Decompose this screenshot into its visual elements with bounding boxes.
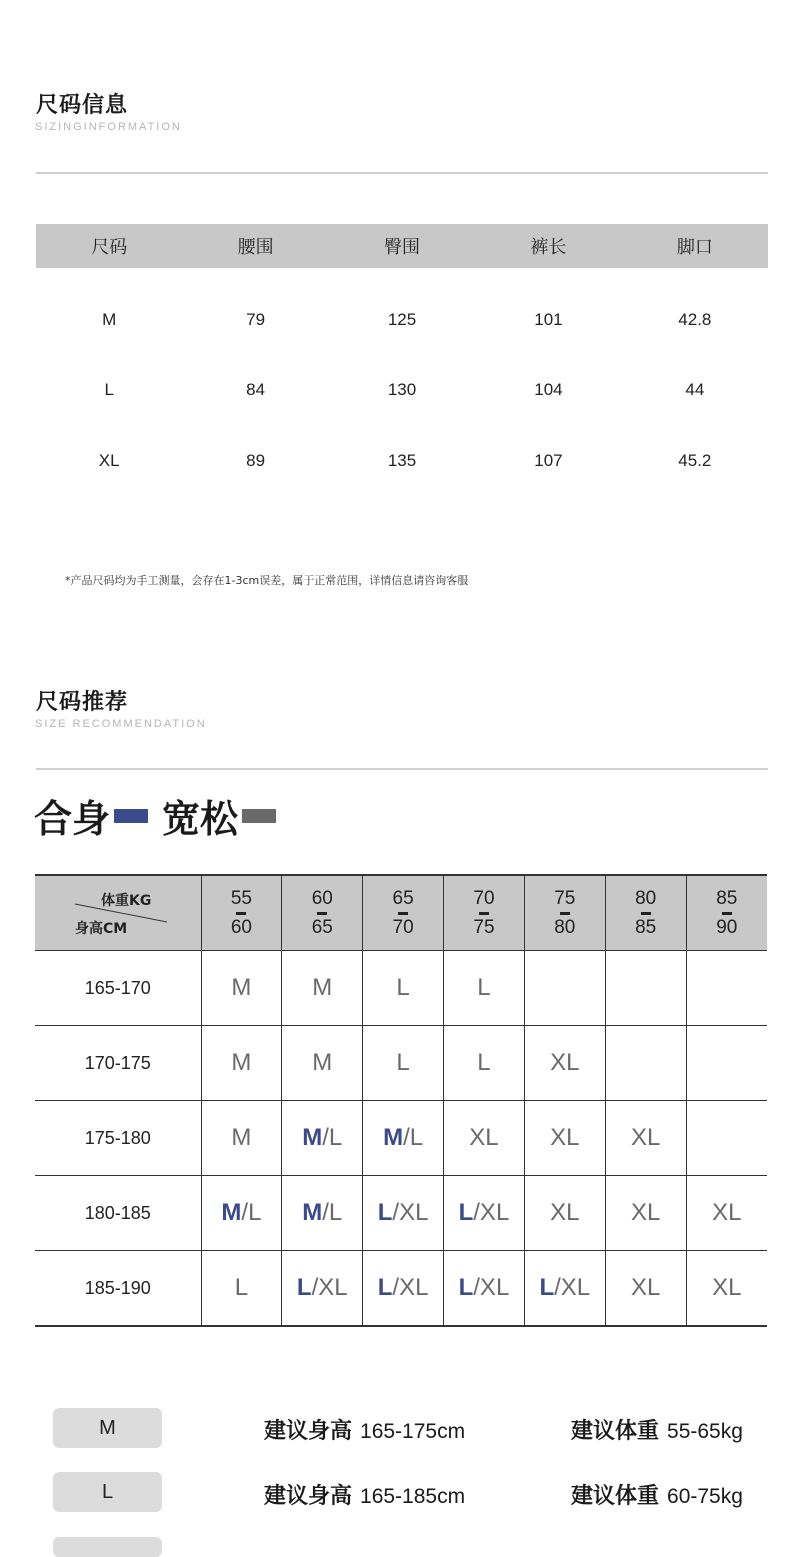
cell: 125	[387, 310, 417, 329]
size-text: /L	[241, 1199, 262, 1226]
size-cell	[363, 1251, 444, 1327]
size-text: /XL	[473, 1199, 510, 1226]
size-cell	[444, 1251, 525, 1327]
fit-label: 合身	[34, 797, 111, 841]
cell: 84	[246, 380, 266, 399]
size-text: L	[234, 1274, 249, 1301]
recommend-title: 尺码推荐	[36, 690, 129, 715]
value: 165-175cm	[360, 1420, 466, 1443]
divider	[36, 768, 768, 770]
header-length: 裤长	[530, 237, 567, 258]
weight-to: 70	[392, 916, 414, 938]
corner-weight-label: 体重KG	[101, 893, 152, 909]
size-cell	[201, 1026, 282, 1101]
weight-range-header	[605, 875, 686, 951]
header-hem: 脚口	[676, 237, 713, 258]
cell: 79	[246, 310, 266, 329]
corner-cell	[35, 875, 201, 951]
size-text: /L	[322, 1124, 343, 1151]
size-cell	[444, 951, 525, 1026]
weight-range-header	[363, 875, 444, 951]
weight-range-header	[201, 875, 282, 951]
size-cell	[201, 1251, 282, 1327]
cell: 42.8	[678, 310, 712, 329]
cell: 89	[246, 451, 266, 470]
weight-from: 65	[392, 887, 414, 909]
size-cell	[282, 1176, 363, 1251]
size-text: L	[396, 1049, 410, 1076]
size-cell	[686, 1176, 767, 1251]
fit-size: L	[377, 1274, 393, 1301]
suggest-height-l	[264, 1479, 465, 1510]
fit-size: M	[221, 1199, 242, 1226]
weight-to: 65	[311, 916, 333, 938]
size-text: M	[231, 974, 252, 1001]
size-cell	[686, 1101, 767, 1176]
range-dash	[317, 912, 327, 915]
size-cell	[363, 1026, 444, 1101]
size-cell	[524, 1101, 605, 1176]
fit-legend	[34, 788, 286, 843]
size-text: XL	[550, 1049, 580, 1076]
size-cell	[605, 1251, 686, 1327]
header-hip: 臀围	[384, 237, 421, 258]
size-text: XL	[630, 1274, 661, 1301]
suggest-weight-m	[571, 1414, 743, 1445]
weight-from: 85	[716, 887, 738, 909]
value: 165-185cm	[360, 1485, 466, 1508]
recommend-grid	[35, 874, 767, 1327]
size-text: /L	[403, 1124, 424, 1151]
cell: 45.2	[678, 451, 712, 470]
size-cell	[363, 1101, 444, 1176]
weight-to: 80	[554, 916, 576, 938]
fit-size: M	[383, 1124, 404, 1151]
size-text: M	[312, 1049, 333, 1076]
fit-size: L	[296, 1274, 312, 1301]
fit-swatch	[114, 809, 148, 823]
range-dash	[398, 912, 408, 915]
weight-from: 70	[473, 887, 495, 909]
header-waist: 腰围	[237, 237, 274, 258]
size-text: XL	[550, 1199, 580, 1226]
weight-range-header	[686, 875, 767, 951]
size-cell	[605, 1101, 686, 1176]
size-cell	[363, 951, 444, 1026]
size-text: L	[477, 1049, 491, 1076]
value: 60-75kg	[667, 1485, 743, 1508]
range-dash	[641, 912, 651, 915]
cell: 44	[685, 380, 705, 399]
size-text: XL	[712, 1199, 742, 1226]
label: 建议体重	[571, 1419, 660, 1444]
size-text: XL	[469, 1124, 499, 1151]
weight-to: 75	[473, 916, 495, 938]
size-cell	[686, 1026, 767, 1101]
size-badge-l: L	[53, 1472, 162, 1512]
range-dash	[479, 912, 489, 915]
size-cell	[282, 1251, 363, 1327]
size-text: /XL	[311, 1274, 348, 1301]
table-row	[36, 370, 768, 410]
size-table-header	[36, 224, 768, 268]
height-range-cell: 165-170	[35, 951, 201, 1026]
cell: XL	[98, 451, 120, 470]
size-cell	[201, 1101, 282, 1176]
weight-to: 90	[716, 916, 738, 938]
cell: 104	[534, 380, 563, 399]
table-row	[35, 951, 767, 1026]
suggest-height-m	[264, 1414, 465, 1445]
size-cell	[282, 1026, 363, 1101]
measurement-note: *产品尺码均为手工测量，会存在1-3cm误差，属于正常范围，详情信息请咨询客服	[65, 574, 469, 587]
weight-range-header	[282, 875, 363, 951]
weight-from: 55	[230, 887, 252, 909]
size-text: M	[231, 1049, 252, 1076]
weight-from: 60	[311, 887, 333, 909]
size-cell	[605, 951, 686, 1026]
size-cell	[201, 951, 282, 1026]
size-text: /XL	[473, 1274, 510, 1301]
size-text: /L	[322, 1199, 343, 1226]
sizing-title: 尺码信息	[36, 93, 129, 118]
size-text: /XL	[392, 1199, 429, 1226]
weight-from: 80	[635, 887, 657, 909]
size-cell	[363, 1176, 444, 1251]
corner-height-label: 身高CM	[75, 921, 128, 937]
size-text: /XL	[392, 1274, 429, 1301]
height-range-cell: 175-180	[35, 1101, 201, 1176]
fit-size: L	[458, 1274, 474, 1301]
weight-from: 75	[554, 887, 576, 909]
size-text: /XL	[554, 1274, 591, 1301]
size-cell	[524, 951, 605, 1026]
size-text: XL	[630, 1124, 661, 1151]
size-cell	[605, 1026, 686, 1101]
size-cell	[524, 1026, 605, 1101]
fit-size: L	[539, 1274, 555, 1301]
size-text: L	[477, 974, 491, 1001]
table-row	[35, 1101, 767, 1176]
header-size: 尺码	[91, 237, 128, 258]
sizing-subtitle: SIZINGINFORMATION	[35, 121, 182, 133]
weight-to: 60	[230, 916, 252, 938]
diagonal-line	[35, 876, 201, 950]
size-text: M	[312, 974, 333, 1001]
suggest-weight-l	[571, 1479, 743, 1510]
cell: 107	[534, 451, 563, 470]
range-dash	[722, 912, 732, 915]
weight-to: 85	[635, 916, 657, 938]
loose-label: 宽松	[162, 797, 239, 841]
table-row	[36, 441, 768, 481]
size-cell	[686, 1251, 767, 1327]
size-cell	[524, 1251, 605, 1327]
fit-size: L	[377, 1199, 393, 1226]
size-text: XL	[712, 1274, 742, 1301]
recommend-subtitle: SIZE RECOMMENDATION	[35, 718, 207, 730]
height-range-cell: 180-185	[35, 1176, 201, 1251]
size-cell	[282, 1101, 363, 1176]
table-row	[36, 300, 768, 340]
grid-header-row	[35, 875, 767, 951]
divider	[36, 172, 768, 174]
table-row	[35, 1251, 767, 1327]
size-cell	[444, 1026, 525, 1101]
size-cell	[282, 951, 363, 1026]
size-cell	[444, 1101, 525, 1176]
height-range-cell: 170-175	[35, 1026, 201, 1101]
table-row	[35, 1176, 767, 1251]
fit-size: M	[302, 1124, 323, 1151]
loose-swatch	[242, 809, 276, 823]
cell: L	[104, 380, 114, 399]
size-cell	[201, 1176, 282, 1251]
size-text: XL	[550, 1124, 580, 1151]
range-dash	[560, 912, 570, 915]
cell: M	[102, 310, 117, 329]
size-cell	[605, 1176, 686, 1251]
weight-range-header	[444, 875, 525, 951]
cell: 130	[387, 380, 417, 399]
label: 建议身高	[264, 1484, 353, 1509]
label: 建议体重	[571, 1484, 660, 1509]
size-badge-partial	[53, 1537, 162, 1557]
size-badge-m: M	[53, 1408, 162, 1448]
size-cell	[524, 1176, 605, 1251]
label: 建议身高	[264, 1419, 353, 1444]
size-text: L	[396, 974, 410, 1001]
range-dash	[236, 912, 246, 915]
cell: 101	[534, 310, 563, 329]
size-cell	[686, 951, 767, 1026]
size-text: XL	[630, 1199, 661, 1226]
size-text: M	[231, 1124, 252, 1151]
size-cell	[444, 1176, 525, 1251]
value: 55-65kg	[667, 1420, 743, 1443]
cell: 135	[387, 451, 417, 470]
fit-size: M	[302, 1199, 323, 1226]
fit-size: L	[458, 1199, 474, 1226]
table-row	[35, 1026, 767, 1101]
weight-range-header	[524, 875, 605, 951]
height-range-cell: 185-190	[35, 1251, 201, 1327]
